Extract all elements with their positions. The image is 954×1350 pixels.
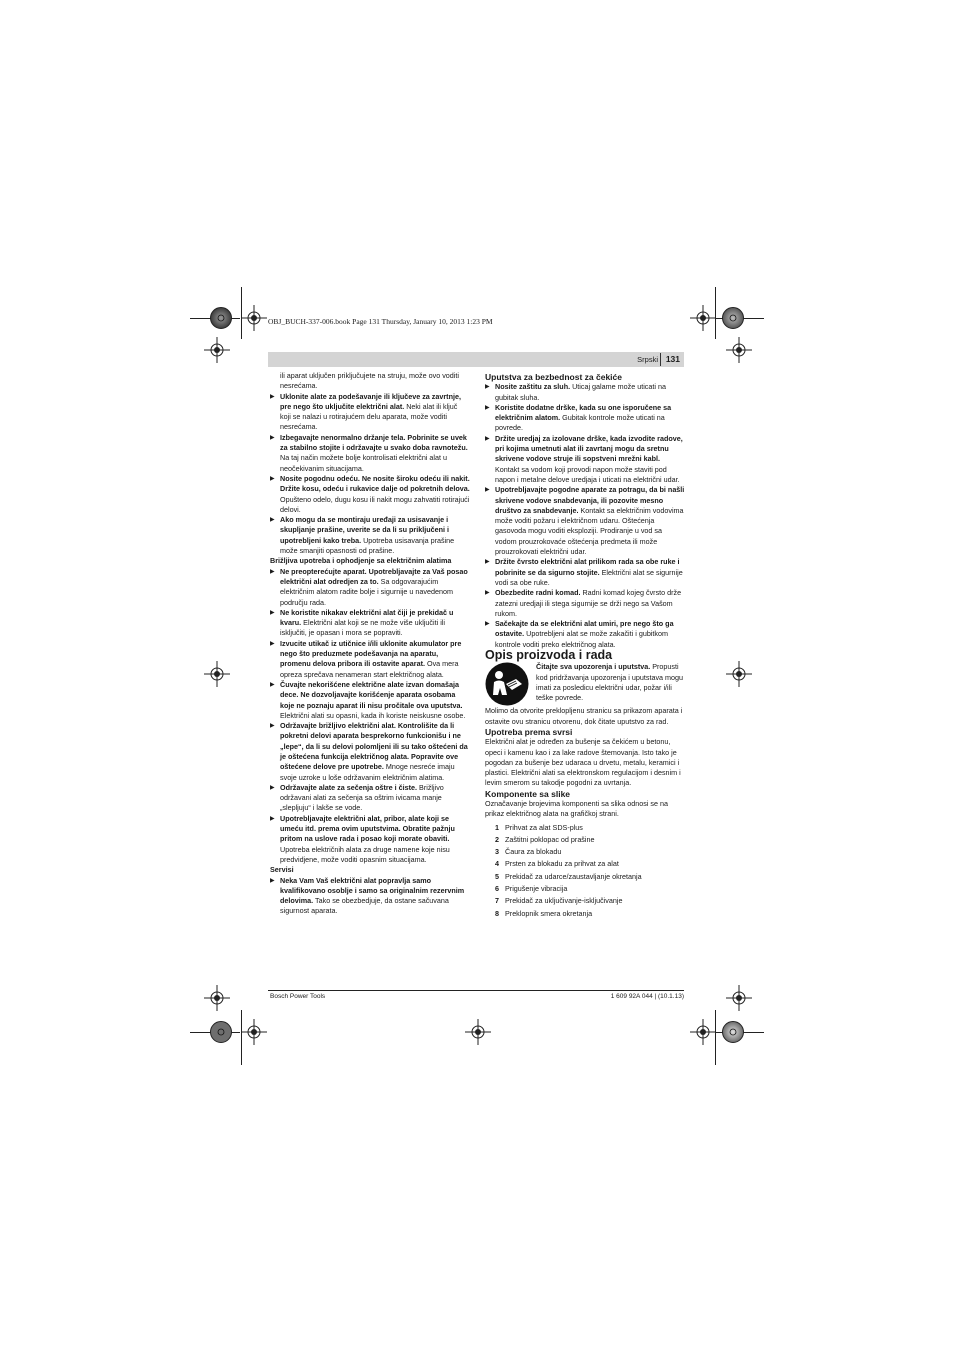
- read-instructions-block: [485, 662, 685, 706]
- intended-use-title: Upotreba prema svrsi: [485, 726, 573, 737]
- safety-item-bold: Neka Vam Vaš električni alat popravlja samo kvalifikovano osoblje i samo sa originalnim rezervnim delovima.: [280, 875, 465, 906]
- registration-mark-icon: [204, 985, 230, 1011]
- component-row: [485, 835, 685, 845]
- safety-item-bold: Koristite dodatne drške, kada su one isporučene sa električnim alatom.: [495, 402, 672, 423]
- page-number: 131: [665, 354, 680, 364]
- safety-item: [485, 434, 685, 465]
- hammer-safety-title: Uputstva za bezbednost za čekiće: [485, 372, 622, 382]
- safety-item-bold: Održavajte alate za sečenja oštre i čiste.: [280, 782, 418, 792]
- component-number: 4: [495, 859, 499, 869]
- read-bold: Čitajte sva upozorenja i uputstva.: [536, 662, 651, 672]
- registration-mark-icon: [204, 661, 230, 687]
- safety-item-bold: Uklonite alate za podešavanje ili ključeve za zavrtnje, pre nego što uključite električni alat.: [280, 391, 461, 411]
- safety-item: [270, 474, 470, 495]
- safety-item-bold: Ne preopterećujte aparat. Upotrebljavajte za Vaš posao električni alat odredjen za to.: [280, 566, 468, 586]
- safety-item-text: Radni komad kojeg čvrsto drže zatezni uredjaji ili stega sigurnije se drži nego sa Vašom rukom.: [495, 588, 682, 618]
- safety-item-bold: Ako mogu da se montiraju uređaji za usisavanje i skupljanje prašine, uverite se da li su priključeni i upotrebljeni kako treba.: [280, 515, 449, 545]
- safety-item-text: Ova mera opreza sprečava nenameran start električnog alata.: [280, 659, 459, 679]
- color-bar-circle-icon: [209, 306, 233, 330]
- registration-mark-icon: [241, 1019, 267, 1045]
- safety-item-text: Kontakt sa električnim vodovima može voditi požaru i električnom udaru. Oštećenja gasovoda mogu voditi eksploziji. Prodiranje u vod sa vodom prouzrokovaće oštećenja predmeta ili može prouzrokovati električni udar.: [495, 505, 684, 557]
- safety-item: [270, 608, 470, 639]
- registration-mark-icon: [204, 337, 230, 363]
- safety-item: [270, 433, 470, 474]
- component-label: Prsten za blokadu za prihvat za alat: [505, 859, 619, 869]
- safety-item-bold: Držite čvrsto električni alat prilikom rada sa obe ruke i pobrinite se da sigurno stojite.: [495, 557, 680, 577]
- safety-item-bold: Obezbedite radni komad.: [495, 588, 581, 598]
- safety-list-d: [485, 382, 685, 650]
- safety-item: [270, 721, 470, 783]
- component-label: Čaura za blokadu: [505, 847, 562, 857]
- safety-item: [270, 876, 470, 917]
- registration-mark-icon: [726, 661, 752, 687]
- safety-item-bold: Izvucite utikač iz utičnice i/ili uklonite akumulator pre nego što preduzmete podešavanja na aparatu, promenu delova pribora ili ostavite aparat.: [280, 638, 462, 669]
- page-header-bar: [268, 352, 684, 367]
- safety-item: [270, 515, 470, 556]
- components-intro: Označavanje brojevima komponenti sa slika odnosi se na prikaz električnog alata na grafičkoj strani.: [485, 798, 668, 819]
- safety-item-text: Električni alat se sigurnije vodi sa obe ruke.: [495, 567, 683, 587]
- component-label: Preklopnik smera okretanja: [505, 908, 593, 918]
- safety-item-continuation: Opušteno odelo, dugu kosu ili nakit mogu zahvatiti rotirajući delovi.: [280, 494, 470, 514]
- section-service-title: Servisi: [270, 865, 294, 875]
- safety-item: [485, 403, 685, 434]
- read-rest: Propusti kod pridržavanja upozorenja i uputstava mogu imati za posledicu električni udar, požar i/ili teške povrede.: [536, 662, 684, 703]
- component-label: Prekidač za udarce/zaustavljanje okretanja: [505, 871, 642, 881]
- component-row: [485, 823, 685, 833]
- color-bar-circle-icon: [721, 1020, 745, 1044]
- safety-item: [270, 680, 470, 721]
- safety-item: [270, 639, 470, 680]
- right-column: [485, 371, 685, 919]
- safety-item: [270, 392, 470, 433]
- footer-brand: Bosch Power Tools: [270, 993, 326, 1000]
- component-row: [485, 847, 685, 857]
- safety-item-bold: Održavajte brižljivo električni alat. Kontrolišite da li pokretni delovi aparata besprekorno funkcionišu i ne „lepe“, da li su delovi polomljeni ili su tako oštećeni da je oštećena funkcija električnog alata. Popravite ove oštećene delove pre upotrebe.: [280, 721, 468, 772]
- component-label: Prigušenje vibracija: [505, 884, 568, 894]
- safety-item-bold: Sačekajte da se električni alat umiri, pre nego što ga ostavite.: [495, 619, 674, 639]
- safety-item: [270, 783, 470, 814]
- footer-doc-number: 1 609 92A 044 | (10.1.13): [610, 993, 684, 1000]
- safety-item-text: Mnoge nesreće imaju svoje uzroke u loše održavanim električnim alatima.: [280, 762, 455, 782]
- left-column: [270, 371, 470, 917]
- safety-item-text: Upotreba električnih alata za druge namene koje nisu predvidjene, može voditi opasnim situacijama.: [280, 844, 450, 864]
- safety-item-bold: Nosite pogodnu odeću. Ne nosite široku odeću ili nakit. Držite kosu, odeću i rukavice dalje od pokretnih delova.: [280, 473, 470, 494]
- safety-item-bold: Izbegavajte nenormalno držanje tela. Pobrinite se uvek za stabilno stojite i održavajte u svako doba ravnotežu.: [280, 432, 468, 453]
- safety-item-bold: Držite uredjaj za izolovane drške, kada izvodite radove, pri kojima umetnuti alat ili zavrtanj mogu da sretnu skrivene vodove struje ili sopstveni mrežni kabl.: [495, 433, 683, 464]
- intro-continuation: ili aparat uključen priključujete na struju, može ovo voditi nesrećama.: [280, 371, 459, 391]
- safety-item-text: Upotreba usisavanja prašine može smanjiti opasnosti od prašine.: [280, 535, 455, 556]
- safety-item-text: Tako se obezbedjuje, da ostane sačuvana sigurnost aparata.: [280, 896, 449, 916]
- component-row: [485, 859, 685, 869]
- registration-mark-icon: [690, 305, 716, 331]
- component-number: 3: [495, 847, 499, 857]
- component-number: 6: [495, 884, 499, 894]
- print-crop-header: OBJ_BUCH-337-006.book Page 131 Thursday, January 10, 2013 1:23 PM: [268, 317, 493, 326]
- header-separator: [660, 353, 661, 366]
- component-row: [485, 872, 685, 882]
- safety-item: [485, 382, 685, 403]
- intended-use-text: Električni alat je određen za bušenje sa čekićem u betonu, opeci i kamenu kao i za lake radove štemovanja. Isto tako je pogodan za bušenje bez udaraca u drvetu, metalu, keramici i plastici. Električni alati sa elektronskom regulacijom i desnim i levim smerom su takodje pogodni za uvrtanja.: [485, 737, 681, 788]
- safety-item-continuation: Kontakt sa vodom koji provodi napon može staviti pod napon i metalne delove uredjaja i uticati na električni udar.: [495, 464, 680, 484]
- safety-item-text: Brižljivo održavani alati za sečenja sa oštrim ivicama manje „slepljuju“ i lakše se vode.: [280, 782, 444, 813]
- registration-mark-icon: [690, 1019, 716, 1045]
- foldout-text: Molimo da otvorite preklopljenu stranicu sa prikazom aparata i ostavite ovu stranicu otvorenu, dok čitate uputstvo za rad.: [485, 706, 683, 726]
- component-label: Zaštitni poklopac od prašine: [505, 834, 595, 844]
- components-list: [485, 823, 685, 919]
- safety-item-text: Električni alat koji se ne može više uključiti ili isključiti, je opasan i mora se popraviti.: [280, 618, 445, 638]
- color-bar-circle-icon: [721, 306, 745, 330]
- read-manual-icon: [485, 662, 529, 706]
- read-instructions-text: [536, 662, 685, 706]
- registration-mark-icon: [465, 1019, 491, 1045]
- component-number: 8: [495, 908, 499, 918]
- component-row: [485, 896, 685, 906]
- safety-item-text: Na taj način možete bolje kontrolisati električni alat u neočekivanim situacijama.: [280, 453, 447, 473]
- safety-item-text: Sa odgovarajućim električnim alatom radite bolje i sigurnije u navedenom području rada.: [280, 576, 453, 607]
- section-care-title: Brižljiva upotreba i ophodjenje sa električnim alatima: [270, 556, 452, 566]
- safety-item-bold: Ne koristite nikakav električni alat čiji je prekidač u kvaru.: [280, 607, 454, 628]
- safety-item-text: Uticaj galame može uticati na gubitak sluha.: [495, 382, 666, 402]
- safety-item: [485, 619, 685, 650]
- color-bar-circle-icon: [209, 1020, 233, 1044]
- component-label: Prekidač za uključivanje-isključivanje: [505, 896, 623, 906]
- product-title: Opis proizvoda i rada: [485, 648, 613, 663]
- component-label: Prihvat za alat SDS-plus: [505, 822, 583, 832]
- safety-item: [485, 485, 685, 557]
- component-number: 2: [495, 834, 499, 844]
- safety-item-bold: Nosite zaštitu za sluh.: [495, 382, 571, 392]
- registration-mark-icon: [241, 305, 267, 331]
- safety-list-c: [270, 876, 470, 917]
- component-number: 7: [495, 896, 499, 906]
- safety-list-a: [270, 392, 470, 557]
- safety-item-text: Električni alati su opasni, kada ih koriste neiskusne osobe.: [280, 710, 466, 720]
- component-number: 5: [495, 871, 499, 881]
- component-number: 1: [495, 822, 499, 832]
- registration-mark-icon: [726, 985, 752, 1011]
- safety-item-text: Gubitak kontrole može uticati na povrede.: [495, 413, 665, 433]
- safety-item-bold: Upotrebljavajte električni alat, pribor, alate koji se umeću itd. prema ovim uputstvima. Obratite pažnju pritom na uslove rada i posao koji morate obaviti.: [280, 813, 455, 844]
- safety-item: [485, 588, 685, 619]
- components-title: Komponente sa slike: [485, 788, 571, 799]
- component-row: [485, 884, 685, 894]
- safety-item: [270, 814, 470, 865]
- safety-item-bold: Čuvajte nekorišćene električne alate izvan domašaja dece. Ne dozvoljavajte korišćenje aparata osobama koje ne poznaju aparat ili nisu pročitale ova uputstva.: [280, 679, 463, 710]
- safety-item-bold: Upotrebljavajte pogodne aparate za potragu, da bi našli skrivene vodove snabdevanja, ili pozovite mesno društvo za snabdevanje.: [495, 485, 685, 515]
- safety-item: [485, 557, 685, 588]
- footer-rule: [268, 990, 684, 991]
- safety-item: [270, 567, 470, 608]
- header-language: Srpski: [637, 355, 658, 364]
- component-row: [485, 909, 685, 919]
- safety-item-text: Upotrebljeni alat se može zakačiti i gubitkom kontrole voditi preko električnog alata.: [495, 629, 668, 649]
- registration-mark-icon: [726, 337, 752, 363]
- safety-list-b: [270, 567, 470, 866]
- safety-item-text: Neki alat ili ključ koji se nalazi u rotirajućem delu aparata, može voditi nesrećama.: [280, 401, 458, 432]
